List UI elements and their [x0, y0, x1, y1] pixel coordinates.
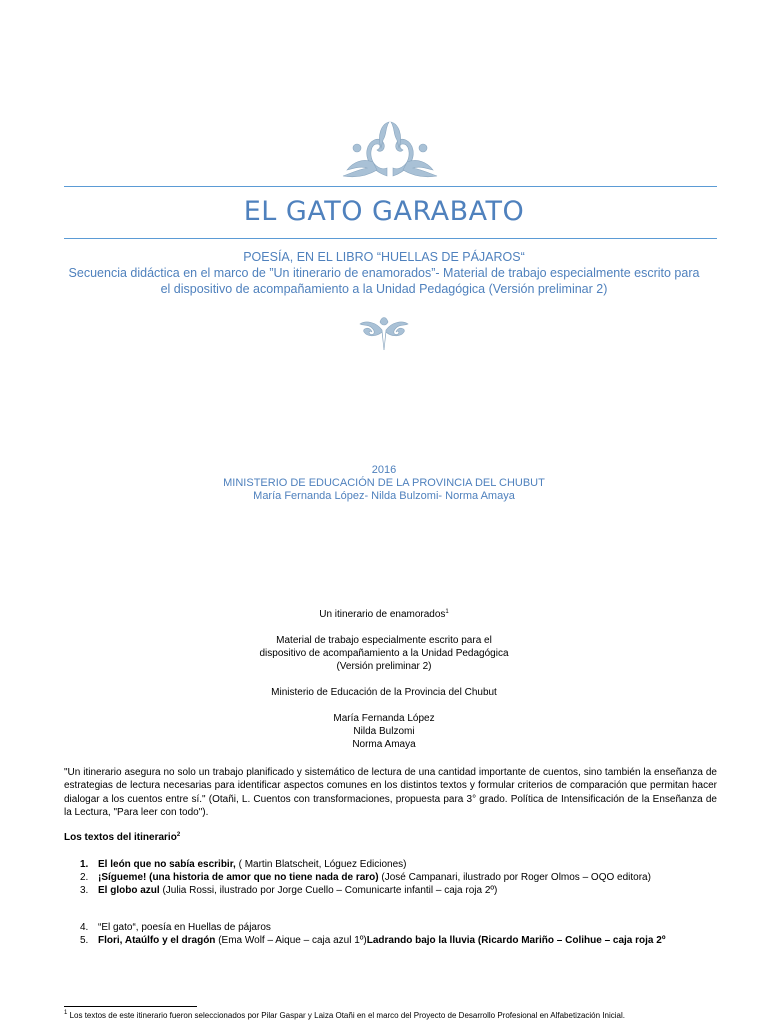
list-item: 2. ¡Sígueme! (una historia de amor que no tiene nada de raro) (José Campanari, ilustrado por Roger Olmos – OQO editora)	[80, 872, 651, 883]
text-list	[80, 858, 651, 897]
intro-block	[0, 606, 768, 751]
cover-info	[0, 464, 768, 503]
intro-ministry: Ministerio de Educación de la Provincia del Chubut	[271, 687, 497, 698]
cover-subtitle	[0, 249, 768, 297]
subtitle-line-3: el dispositivo de acompañamiento a la Unidad Pedagógica (Versión preliminar 2)	[160, 282, 608, 296]
intro-author-1: María Fernanda López	[333, 713, 435, 724]
subtitle-line-1: POESÍA, EN EL LIBRO “HUELLAS DE PÁJAROS“	[243, 250, 525, 264]
top-ornament	[337, 118, 443, 180]
list-item: 5. Flori, Ataúlfo y el dragón (Ema Wolf – Aique – caja azul 1º)Ladrando bajo la lluvia (Ricardo Mariño – Colihue – caja roja 2º	[80, 935, 666, 946]
material-line-2: dispositivo de acompañamiento a la Unidad Pedagógica	[259, 648, 509, 659]
authors-line: María Fernanda López- Nilda Bulzomi- Norma Amaya	[253, 490, 515, 502]
middle-ornament	[358, 312, 410, 352]
subtitle-line-2: Secuencia didáctica en el marco de ”Un itinerario de enamorados”- Material de trabajo especialmente escrito para	[68, 266, 700, 280]
list-item: 1. El león que no sabía escribir, ( Martin Blatscheit, Lóguez Ediciones)	[80, 859, 407, 870]
material-line-3: (Versión preliminar 2)	[336, 661, 432, 672]
intro-author-3: Norma Amaya	[352, 739, 416, 750]
footnote-ref-1: 1	[445, 609, 449, 615]
intro-author-2: Nilda Bulzomi	[353, 726, 415, 737]
list-item: 4. “El gato“, poesía en Huellas de pájaros	[80, 922, 271, 933]
document-title: EL GATO GARABATO	[243, 196, 525, 227]
year: 2016	[371, 464, 397, 476]
footnote: $^1$ Los textos de este itinerario fueron seleccionados por Pilar Gaspar y Laiza Otañi en el marco del Proyecto de Desarrollo Profesional en Alfabetización Inicial.	[64, 1010, 625, 1020]
ministry-caps: MINISTERIO DE EDUCACIÓN DE LA PROVINCIA DEL CHUBUT	[223, 477, 545, 489]
section-heading: Los textos del itinerario$^2$	[64, 832, 181, 843]
material-line-1: Material de trabajo especialmente escrito para el	[276, 635, 492, 646]
text-list-continued	[80, 921, 665, 947]
intro-heading: Un itinerario de enamorados$^1$	[319, 609, 449, 620]
footnote-separator	[64, 1006, 197, 1007]
divider-bottom	[64, 238, 717, 239]
quote-paragraph: "Un itinerario asegura no solo un trabajo planificado y sistemático de lectura de una cantidad importante de cuentos, sino también la enseñanza de estrategias de lectura necesarias para identificar aspectos comunes en los distintos textos y formular criterios de comparación que permitan hacer dialogar a los cuentos entre sí." (Otañi, L. Cuentos con transformaciones, propuesta para 3° grado. Política de Intensificación de la Enseñanza de la Lectura, "Para leer con todo").	[64, 767, 717, 819]
footnote-ref-2: 2	[176, 832, 181, 838]
list-item: 3. El globo azul (Julia Rossi, ilustrado por Jorge Cuello – Comunicarte infantil – caja roja 2º)	[80, 885, 498, 896]
divider-top	[64, 186, 717, 187]
